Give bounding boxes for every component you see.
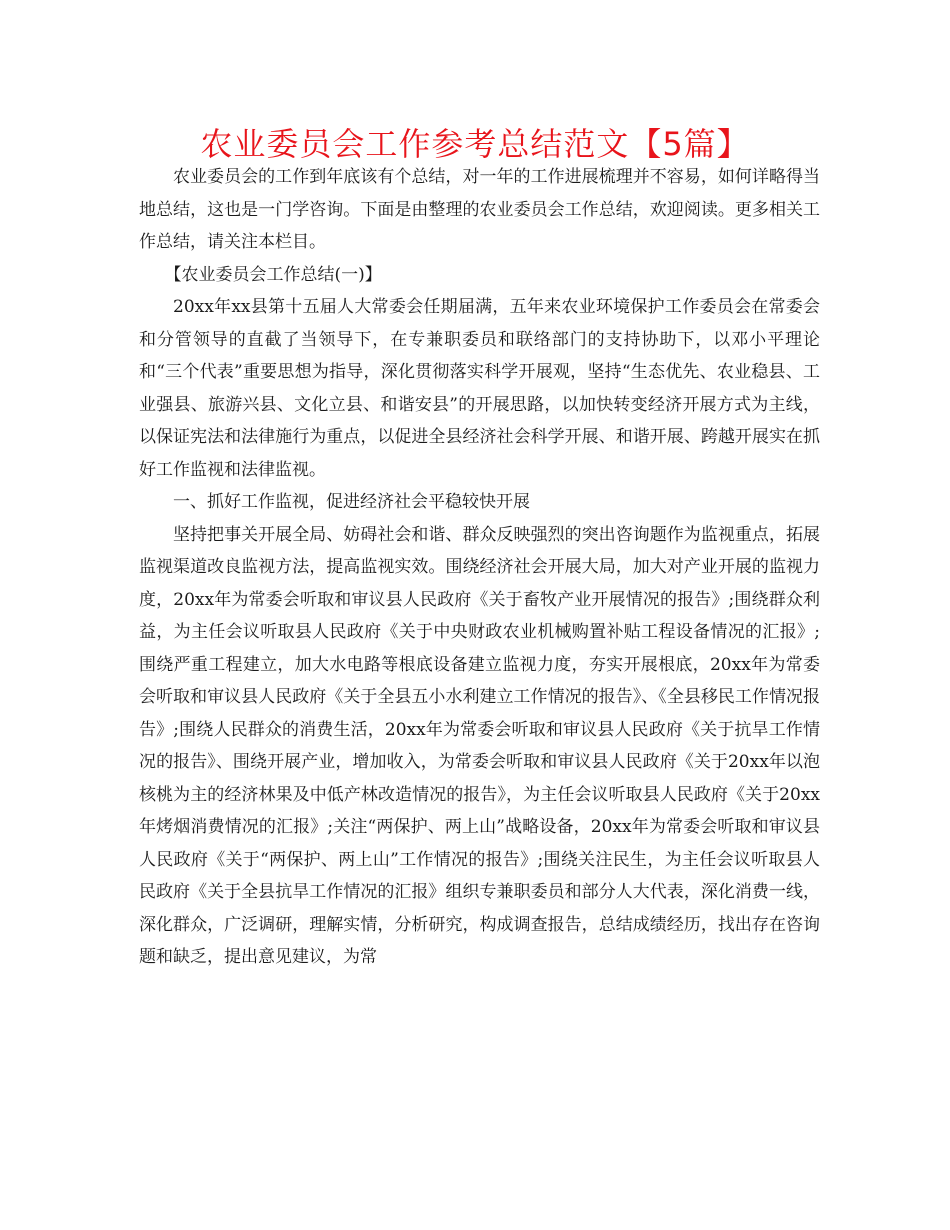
body-paragraph: 坚持把事关开展全局、妨碍社会和谐、群众反映强烈的突出咨询题作为监视重点，拓展监视渠道改良监视方法，提高监视实效。围绕经济社会开展大局，加大对产业开展的监视力度，20xx年为常委会听取和审议县人民政府《关于畜牧产业开展情况的报告》;围绕群众利益，为主任会议听取县人民政府《关于中央财政农业机械购置补贴工程设备情况的汇报》;围绕严重工程建立，加大水电路等根底设备建立监视力度，夯实开展根底，20xx年为常委会听取和审议县人民政府《关于全县五小水利建立工作情况的报告》、《全县移民工作情况报告》;围绕人民群众的消费生活，20xx年为常委会听取和审议县人民政府《关于抗旱工作情况的报告》、围绕开展产业，增加收入，为常委会听取和审议县人民政府《关于20xx年以泡核桃为主的经济林果及中低产林改造情况的报告》，为主任会议听取县人民政府《关于20xx年烤烟消费情况的汇报》;关注“两保护、两上山”战略设备，20xx年为常委会听取和审议县人民政府《关于“两保护、两上山”工作情况的报告》;围绕关注民生，为主任会议听取县人民政府《关于全县抗旱工作情况的汇报》组织专兼职委员和部分人大代表，深化消费一线，深化群众，广泛调研，理解实情，分析研究，构成调查报告，总结成绩经历，找出存在咨询题和缺乏，提出意见建议，为常 [139, 524, 820, 967]
section-heading: 【农业委员会工作总结(一)】 [164, 264, 382, 285]
body-paragraph: 20xx年xx县第十五届人大常委会任期届满，五年来农业环境保护工作委员会在常委会和分管领导的直截了当领导下，在专兼职委员和联络部门的支持协助下，以邓小平理论和“三个代表”重要思想为指导，深化贯彻落实科学开展观，坚持“生态优先、农业稳县、工业强县、旅游兴县、文化立县、和谐安县”的开展思路，以加快转变经济开展方式为主线，以保证宪法和法律施行为重点，以促进全县经济社会科学开展、和谐开展、跨越开展实在抓好工作监视和法律监视。 [139, 297, 820, 480]
document-title: 农业委员会工作参考总结范文【5篇】 [200, 125, 750, 163]
document-body [139, 161, 820, 974]
intro-paragraph: 农业委员会的工作到年底该有个总结，对一年的工作进展梳理并不容易，如何详略得当地总结，这也是一门学咨询。下面是由整理的农业委员会工作总结，欢迎阅读。更多相关工作总结，请关注本栏目。 [139, 167, 820, 252]
subsection-heading: 一、抓好工作监视，促进经济社会平稳较快开展 [173, 492, 530, 512]
